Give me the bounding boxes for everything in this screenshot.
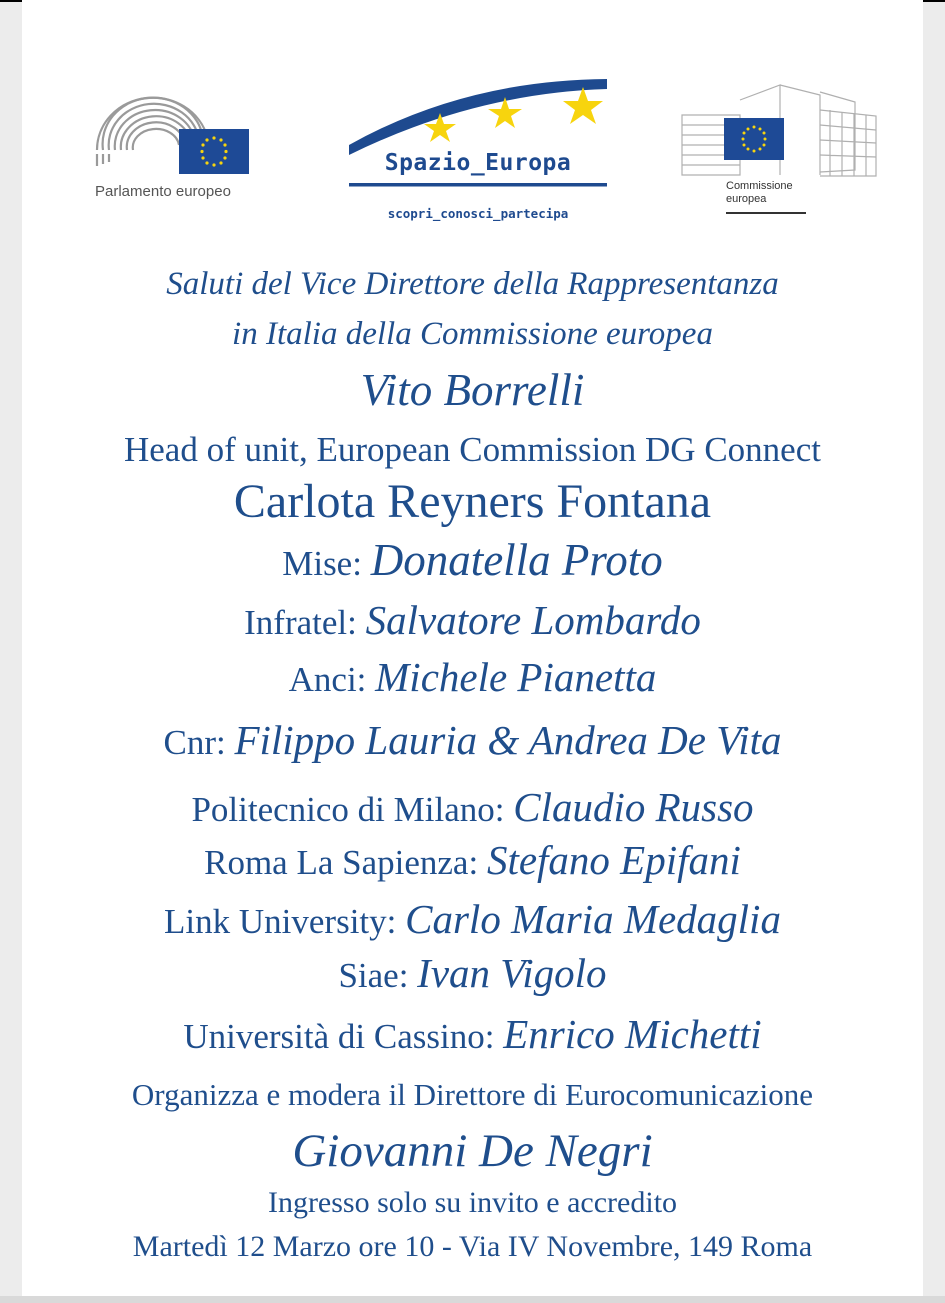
- speaker-sapienza: [0, 836, 945, 884]
- speaker-org: Roma La Sapienza:: [204, 843, 487, 882]
- date-place: Martedì 12 Marzo ore 10 - Via IV Novembre, 149 Roma: [132, 1230, 813, 1263]
- organizer-line: Organizza e modera il Direttore di Eurocomunicazione: [131, 1077, 814, 1112]
- speaker-name: Claudio Russo: [513, 784, 754, 830]
- speaker-name: Salvatore Lombardo: [365, 597, 701, 643]
- speaker-org: Link University:: [164, 902, 406, 941]
- access-note: Ingresso solo su invito e accredito: [267, 1186, 678, 1219]
- speaker-name: Enrico Michetti: [503, 1011, 762, 1057]
- speaker-siae: [0, 949, 945, 997]
- speaker-org: Mise:: [282, 544, 371, 583]
- speaker-polimi: [0, 783, 945, 831]
- saluti-line-1: Saluti del Vice Direttore della Rappresentanza: [166, 266, 779, 302]
- eu-flag-icon: [724, 118, 784, 160]
- speaker-org: Politecnico di Milano:: [191, 790, 514, 829]
- speaker-name: Filippo Lauria & Andrea De Vita: [234, 717, 782, 763]
- bottom-strip: [0, 1296, 945, 1303]
- speaker-cnr: [0, 716, 945, 764]
- speaker-name: Carlo Maria Medaglia: [405, 896, 781, 942]
- speaker-infratel: [0, 596, 945, 644]
- speaker-mise: [0, 534, 945, 586]
- commission-logo-line1: Commissione: [726, 180, 793, 192]
- organizer-name: Giovanni De Negri: [292, 1125, 653, 1177]
- speaker-anci: [0, 653, 945, 701]
- eu-flag-icon: [179, 129, 249, 174]
- speaker-link-university: [0, 895, 945, 943]
- commission-logo-line2: europea: [726, 193, 767, 205]
- spazio-europa-title: Spazio_Europa: [384, 150, 572, 176]
- speaker-name: Stefano Epifani: [486, 837, 741, 883]
- saluti-line-2: in Italia della Commissione europea: [232, 316, 713, 352]
- speaker-name: Ivan Vigolo: [417, 950, 607, 996]
- saluti-speaker-name: Vito Borrelli: [360, 365, 585, 415]
- head-of-unit-role: Head of unit, European Commission DG Connect: [124, 430, 821, 469]
- spazio-europa-subtitle: scopri_conosci_partecipa: [387, 206, 569, 221]
- speaker-cassino: [0, 1010, 945, 1058]
- speaker-name: Donatella Proto: [370, 535, 663, 585]
- speaker-org: Cnr:: [163, 723, 235, 762]
- commission-logo-text: [726, 180, 793, 206]
- speaker-org: Università di Cassino:: [183, 1017, 504, 1056]
- speaker-org: Anci:: [288, 660, 376, 699]
- speaker-name: Michele Pianetta: [375, 654, 657, 700]
- speaker-org: Infratel:: [244, 603, 366, 642]
- speaker-org: Siae:: [338, 956, 418, 995]
- parliament-logo-text: Parlamento europeo: [95, 183, 231, 200]
- head-of-unit-name: Carlota Reyners Fontana: [233, 475, 712, 528]
